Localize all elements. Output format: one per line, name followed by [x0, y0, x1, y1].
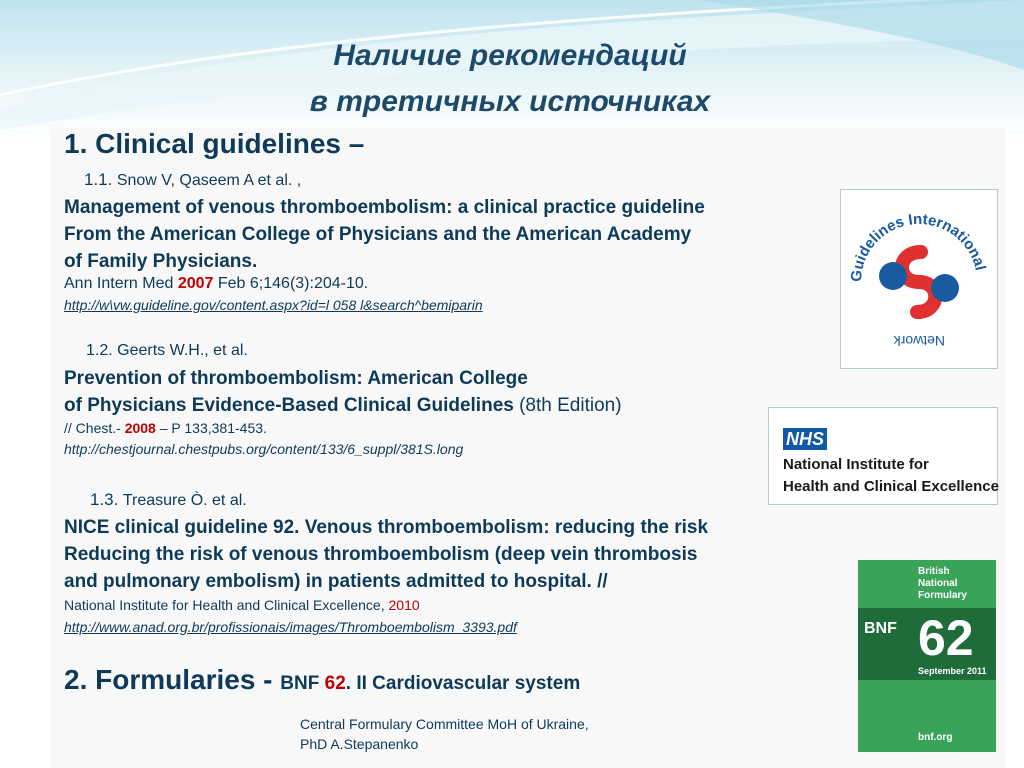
ref2-number: 1.2.: [86, 342, 113, 359]
ref3-number-line: [90, 490, 247, 510]
bnf-cover-title: [918, 566, 967, 602]
bnf-band-label: BNF: [864, 620, 897, 637]
ref2-authors: Geerts W.H., et al.: [117, 342, 248, 359]
section2-bnf-num: 62: [324, 673, 346, 694]
footer-line1: Central Formulary Committee MoH of Ukraine,: [300, 716, 589, 732]
gin-blue-dot-right: [931, 274, 959, 302]
nice-line1: National Institute for: [783, 456, 929, 473]
ref2-citation: [64, 420, 267, 436]
ref1-title-l2: From the American College of Physicians and the American Academy: [64, 224, 692, 245]
ref1-year: 2007: [177, 275, 214, 292]
bnf-cover: [858, 560, 996, 752]
gin-blue-dot-left: [879, 262, 907, 290]
bnf-cover-l1: British: [918, 566, 950, 577]
gin-logo-graphic: [841, 190, 997, 368]
section2-title: 2. Formularies -: [64, 664, 281, 695]
ref1-citation: [64, 275, 368, 293]
ref2-url[interactable]: http://chestjournal.chestpubs.org/content/133/6_suppl/381S.long: [64, 441, 464, 457]
ref2-number-line: [86, 342, 248, 360]
footer-line2: PhD A.Stepanenko: [300, 736, 419, 752]
ref3-title-l3: and pulmonary embolism) in patients admitted to hospital. //: [64, 571, 608, 592]
gin-top-text: Guidelines International: [847, 210, 989, 283]
ref3-authors: Treasure Ò. et al.: [122, 492, 247, 509]
ref3-year: 2010: [388, 597, 420, 613]
section1-heading: 1. Clinical guidelines –: [64, 128, 365, 159]
page-title-line2: в третичных источниках: [309, 85, 711, 118]
gin-logo: [840, 189, 998, 369]
nhs-badge: NHS: [783, 428, 827, 450]
ref3-title-l1: NICE clinical guideline 92. Venous thromboembolism: reducing the risk: [64, 517, 709, 538]
ref2-year: 2008: [124, 420, 156, 436]
ref2-cite-pre: // Chest.-: [64, 420, 125, 436]
bnf-date: September 2011: [918, 666, 987, 676]
nice-logo: [768, 407, 998, 505]
ref1-title-l1: Management of venous thromboembolism: a clinical practice guideline: [64, 197, 705, 218]
section2-heading: [64, 664, 580, 696]
ref3-citation: [64, 597, 420, 613]
ref3-title-l2: Reducing the risk of venous thromboembolism (deep vein thrombosis: [64, 544, 698, 565]
ref1-title-l3: of Family Physicians.: [64, 251, 258, 272]
ref2-title-l2-line: [64, 392, 622, 419]
ref2-title-l2: of Physicians Evidence-Based Clinical Guidelines: [64, 395, 514, 416]
section2-bnf: BNF: [280, 673, 325, 694]
nice-line2: Health and Clinical Excellence: [783, 478, 999, 495]
bnf-cover-l2: National: [918, 578, 958, 589]
page-title-line1: Наличие рекомендаций: [333, 39, 687, 72]
bnf-cover-l3: Formulary: [918, 590, 967, 601]
ref2-cite-post: – P 133,381-453.: [155, 420, 267, 436]
ref3-cite-pre: National Institute for Health and Clinical Excellence,: [64, 597, 389, 613]
ref3-url-link[interactable]: http://www.anad.org.br/profissionais/images/Thromboembolism_3393.pdf: [64, 619, 517, 635]
ref2-edition: (8th Edition): [513, 395, 622, 416]
ref1-url-link[interactable]: http://w\vw.guideline.gov/content.aspx?id=l 058 l&search^bemiparin: [64, 297, 483, 313]
bnf-band-number: 62: [918, 610, 974, 666]
section2-rest: . II Cardiovascular system: [345, 673, 581, 694]
ref1-cite-post: Feb 6;146(3):204-10.: [213, 275, 369, 292]
footer: [300, 714, 589, 754]
gin-s-shape: [902, 252, 935, 312]
ref1-cite-pre: Ann Intern Med: [64, 275, 178, 292]
ref1-number-line: [84, 170, 301, 190]
bnf-site: bnf.org: [918, 732, 953, 743]
ref1-authors: Snow V, Qaseem A et al. ,: [116, 172, 302, 189]
ref1-number: 1.1.: [84, 170, 113, 189]
gin-bottom-text: Network: [893, 333, 945, 349]
ref3-number: 1.3.: [90, 490, 119, 509]
ref2-title-l1: Prevention of thromboembolism: American College: [64, 368, 528, 389]
nice-name: [783, 454, 999, 498]
